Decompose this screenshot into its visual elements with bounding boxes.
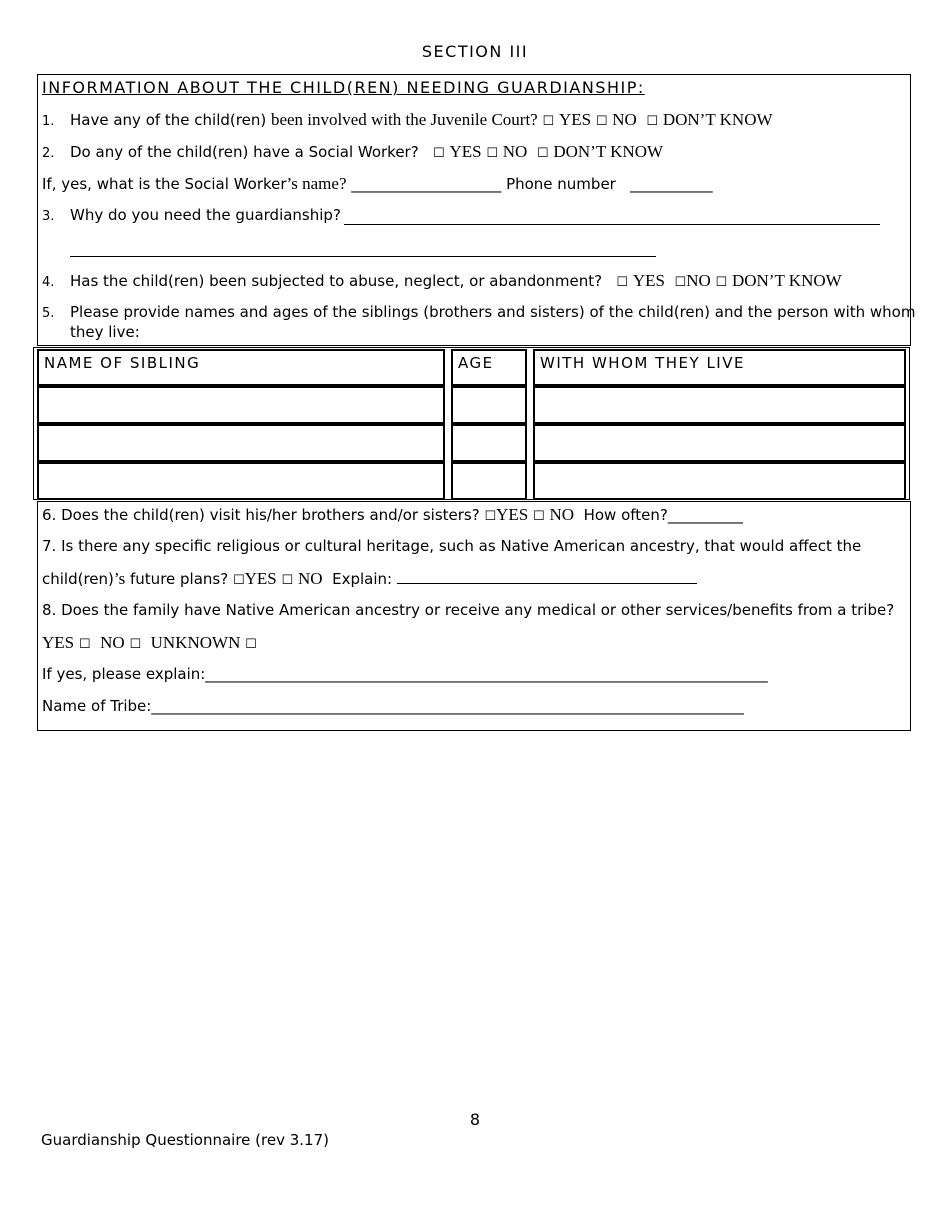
col-header-age: AGE [451, 349, 527, 386]
q1-dontknow-label: DON’T KNOW [662, 110, 773, 129]
question-7-text-c: future plans? [130, 570, 229, 588]
q4-yes-checkbox[interactable]: ☐ [616, 275, 629, 290]
question-5-line-2: they live: [70, 323, 140, 341]
q2-yes-checkbox[interactable]: ☐ [433, 146, 445, 161]
explain-label: Explain: [332, 570, 393, 588]
social-worker-label-a: If, yes, what is the Social Worker [42, 175, 287, 193]
sibling-1-with-whom-field[interactable] [533, 386, 906, 424]
q6-no-checkbox[interactable]: ☐ [533, 509, 545, 524]
q8-unknown-checkbox[interactable]: ☐ [245, 637, 257, 652]
question-2-text: Do any of the child(ren) have a Social Worker? [70, 143, 419, 161]
sibling-2-with-whom-field[interactable] [533, 424, 906, 462]
question-7-line-1: 7. Is there any specific religious or cultural heritage, such as Native American ancestry, that would affect the [42, 537, 862, 555]
question-8-options [42, 633, 257, 653]
q6-yes-label: YES [496, 505, 529, 524]
sibling-3-with-whom-field[interactable] [533, 462, 906, 500]
q1-yes-checkbox[interactable]: ☐ [542, 114, 555, 129]
guardianship-reason-field-2[interactable] [70, 256, 656, 257]
questions-box-2 [37, 501, 911, 731]
question-8-line-1: 8. Does the family have Native American ancestry or receive any medical or other services/benefits from a tribe? [42, 601, 895, 619]
page-number: 8 [469, 1110, 481, 1129]
question-6 [42, 505, 743, 525]
q8-no-checkbox[interactable]: ☐ [129, 637, 142, 652]
q1-no-checkbox[interactable]: ☐ [595, 114, 608, 129]
q8-yes-checkbox[interactable]: ☐ [78, 637, 91, 652]
sibling-1-age-field[interactable] [451, 386, 527, 424]
question-7-line-2 [42, 569, 697, 589]
q7-no-checkbox[interactable]: ☐ [281, 573, 294, 588]
question-3-number: 3. [42, 209, 55, 224]
q2-no-label: NO [502, 142, 528, 161]
question-4-number: 4. [42, 275, 55, 290]
q4-yes-label: YES [632, 271, 665, 290]
q7-no-label: NO [297, 569, 323, 588]
sibling-2-name-field[interactable] [37, 424, 445, 462]
question-1 [42, 110, 773, 130]
question-2-number: 2. [42, 146, 55, 161]
q4-no-label: NO [686, 271, 711, 290]
question-7-text-b: ’s [113, 569, 126, 588]
guardianship-reason-field-1[interactable] [344, 224, 880, 225]
q2-no-checkbox[interactable]: ☐ [486, 146, 498, 161]
question-1-text-b: been involved with the Juvenile Court? [270, 110, 538, 129]
q2-dontknow-checkbox[interactable]: ☐ [536, 146, 549, 161]
q8-unknown-label: UNKNOWN [150, 633, 241, 652]
sibling-2-age-field[interactable] [451, 424, 527, 462]
section-title: SECTION III [421, 42, 529, 61]
q2-dontknow-label: DON’T KNOW [553, 142, 664, 161]
footer-text: Guardianship Questionnaire (rev 3.17) [41, 1131, 329, 1149]
q1-dontknow-checkbox[interactable]: ☐ [646, 114, 659, 129]
question-3 [42, 206, 341, 224]
social-worker-line [42, 174, 713, 194]
question-5-line-1: Please provide names and ages of the siblings (brothers and sisters) of the child(ren) and the person with whom [70, 303, 916, 321]
q8-yes-label: YES [42, 633, 75, 652]
question-3-text: Why do you need the guardianship? [70, 206, 341, 224]
q4-dontknow-checkbox[interactable]: ☐ [715, 275, 728, 290]
sibling-table [33, 347, 910, 500]
phone-number-field[interactable]: ___________ [630, 175, 713, 193]
question-1-text-a: Have any of the child(ren) [70, 111, 267, 129]
question-5-number: 5. [42, 306, 55, 321]
questions-box-1 [37, 74, 916, 346]
phone-number-label: Phone number [506, 175, 616, 193]
q1-no-label: NO [612, 110, 637, 129]
q6-yes-checkbox[interactable]: ☐ [484, 509, 497, 524]
q7-yes-label: YES [244, 569, 277, 588]
explain-field[interactable] [397, 583, 697, 584]
q7-yes-checkbox[interactable]: ☐ [232, 573, 245, 588]
tribe-name-field[interactable]: Name of Tribe:_______________________________________________________________________________ [42, 697, 744, 715]
col-header-with-whom: WITH WHOM THEY LIVE [533, 349, 906, 386]
sibling-3-age-field[interactable] [451, 462, 527, 500]
question-6-text: 6. Does the child(ren) visit his/her brothers and/or sisters? [42, 506, 480, 524]
q4-no-checkbox[interactable]: ☐ [674, 275, 687, 290]
social-worker-name-field[interactable]: ____________________ [351, 175, 502, 193]
q2-yes-label: YES [449, 142, 482, 161]
question-1-number: 1. [42, 114, 55, 129]
sibling-3-name-field[interactable] [37, 462, 445, 500]
social-worker-label-b: ’s name? [286, 174, 347, 193]
col-header-name: NAME OF SIBLING [37, 349, 445, 386]
section-heading: INFORMATION ABOUT THE CHILD(REN) NEEDING GUARDIANSHIP: [42, 78, 645, 97]
question-4 [42, 271, 842, 291]
question-2 [42, 142, 663, 162]
q4-dontknow-label: DON’T KNOW [731, 271, 842, 290]
sibling-1-name-field[interactable] [37, 386, 445, 424]
question-5 [42, 303, 915, 321]
how-often-field[interactable]: How often?__________ [583, 506, 743, 524]
question-7-text-a: child(ren) [42, 570, 114, 588]
q8-no-label: NO [100, 633, 125, 652]
question-4-text: Has the child(ren) been subjected to abuse, neglect, or abandonment? [70, 272, 603, 290]
please-explain-field[interactable]: If yes, please explain:___________________________________________________________________________ [42, 665, 768, 683]
q6-no-label: NO [549, 505, 575, 524]
q1-yes-label: YES [558, 110, 592, 129]
